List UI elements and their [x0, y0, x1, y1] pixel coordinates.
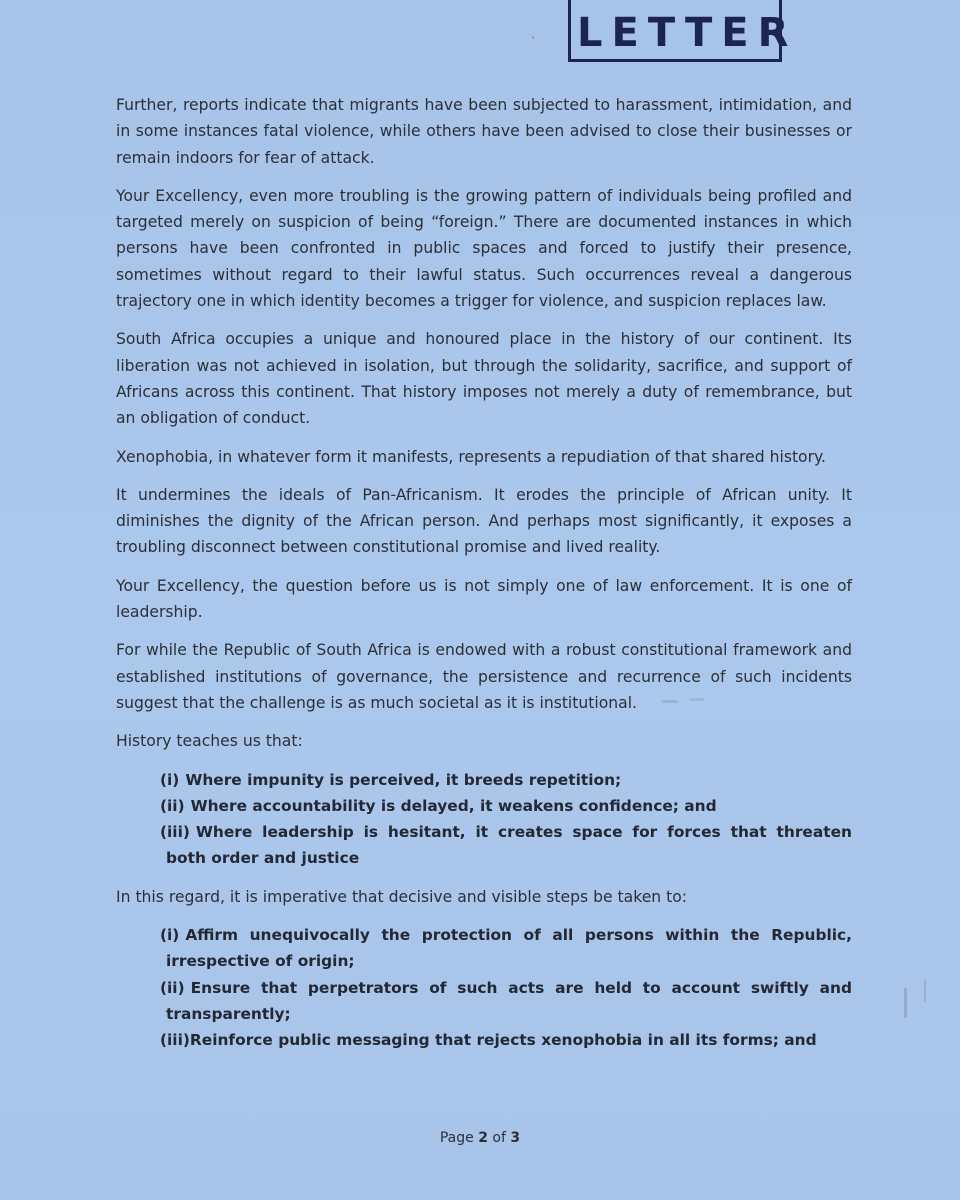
page-current: 2 — [478, 1130, 488, 1146]
body-paragraph: For while the Republic of South Africa is endowed with a robust constitutional framework and established institutions of governance, the persistence and recurrence of such incidents suggest that the challenge is as much societal as it is institutional. — [116, 641, 852, 712]
list-item-text: Where accountability is delayed, it weakens confidence; and — [190, 796, 717, 815]
scan-mark — [924, 980, 926, 1002]
scan-mark — [904, 988, 907, 1018]
list-item-number: (ii) — [160, 796, 185, 815]
body-paragraph: South Africa occupies a unique and honoured place in the history of our continent. Its liberation was not achieved in isolation, but through the solidarity, sacrifice, and support of Africans across this continent. That history imposes not merely a duty of remembrance, but an obligation of conduct. — [116, 330, 852, 428]
list-item — [160, 1027, 852, 1053]
body-paragraph: Your Excellency, even more troubling is the growing pattern of individuals being profiled and targeted merely on suspicion of being “foreign.” There are documented instances in which persons have been confronted in public spaces and forced to justify their presence, sometimes without regard to their lawful status. Such occurrences reveal a dangerous trajectory one in which identity becomes a trigger for violence, and suspicion replaces law. — [116, 186, 852, 311]
scan-speck — [532, 36, 534, 39]
list-item-number: (iii) — [160, 823, 190, 842]
body-paragraph: History teaches us that: — [116, 732, 303, 751]
list-item-text: Where leadership is hesitant, it creates space for forces that threaten both order and justice — [166, 823, 852, 868]
list-item-text: Affirm unequivocally the protection of all persons within the Republic, irrespective of origin; — [166, 926, 852, 971]
body-paragraph: In this regard, it is imperative that decisive and visible steps be taken to: — [116, 887, 688, 906]
recommended-steps-list — [116, 922, 852, 1053]
list-item-text: Where impunity is perceived, it breeds repetition; — [185, 770, 622, 789]
history-lessons-list — [116, 767, 852, 872]
page-of: of — [492, 1130, 506, 1146]
page-word: Page — [439, 1130, 474, 1146]
list-item-text: Reinforce public messaging that rejects xenophobia in all its forms; and — [189, 1031, 817, 1050]
list-item-number: (ii) — [160, 978, 185, 997]
body-paragraph: Further, reports indicate that migrants have been subjected to harassment, intimidation, and in some instances fatal violence, while others have been advised to close their businesses or remain indoors for fear of attack. — [116, 96, 852, 167]
page-number — [0, 1130, 960, 1146]
list-item-number: (iii) — [160, 1031, 190, 1050]
list-item-number: (i) — [160, 770, 180, 789]
list-item-number: (i) — [160, 926, 180, 945]
open-letter-stamp — [568, 0, 798, 62]
list-item — [160, 922, 852, 975]
letter-body — [116, 92, 852, 1066]
list-item-text: Ensure that perpetrators of such acts are held to account swiftly and transparently; — [166, 978, 852, 1023]
body-paragraph: Your Excellency, the question before us is not simply one of law enforcement. It is one of leadership. — [116, 576, 852, 622]
body-paragraph: It undermines the ideals of Pan-Africanism. It erodes the principle of African unity. It diminishes the dignity of the African person. And perhaps most significantly, it exposes a troubling disconnect between constitutional promise and lived reality. — [116, 485, 852, 557]
list-item — [160, 975, 852, 1028]
list-item — [160, 793, 852, 819]
list-item — [160, 819, 852, 872]
stamp-bottom-text: LETTER — [577, 10, 798, 56]
list-item — [160, 767, 852, 793]
body-paragraph: Xenophobia, in whatever form it manifests, represents a repudiation of that shared history. — [116, 447, 826, 466]
page-total: 3 — [510, 1130, 521, 1146]
